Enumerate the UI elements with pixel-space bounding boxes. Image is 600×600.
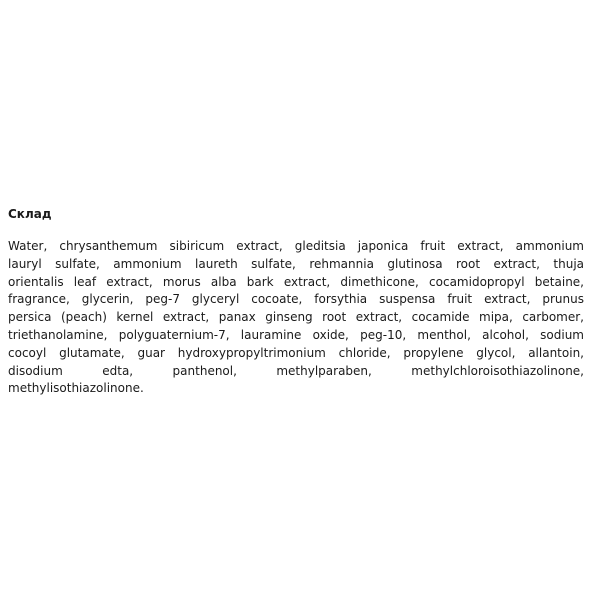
section-title: Склад bbox=[8, 207, 52, 221]
ingredients-line: triethanolamine, polyguaternium-7, lauramine oxide, peg-10, menthol, alcohol, sodium bbox=[8, 327, 584, 342]
ingredients-line: fragrance, glycerin, peg-7 glyceryl cocoate, forsythia suspensa fruit extract, prunus bbox=[8, 292, 584, 307]
ingredients-line: methylisothiazolinone. bbox=[8, 381, 144, 396]
ingredients-text bbox=[8, 238, 584, 398]
ingredients-line: disodium edta, panthenol, methylparaben, methylchloroisothiazolinone, bbox=[8, 363, 584, 378]
ingredients-line: Water, chrysanthemum sibiricum extract, gleditsia japonica fruit extract, ammonium bbox=[8, 239, 584, 253]
ingredients-line: lauryl sulfate, ammonium laureth sulfate, rehmannia glutinosa root extract, thuja bbox=[8, 256, 584, 271]
ingredients-line: persica (peach) kernel extract, panax ginseng root extract, cocamide mipa, carbomer, bbox=[8, 310, 584, 325]
ingredients-line: orientalis leaf extract, morus alba bark extract, dimethicone, cocamidopropyl betaine, bbox=[8, 274, 584, 289]
ingredients-line: cocoyl glutamate, guar hydroxypropyltrimonium chloride, propylene glycol, allantoin, bbox=[8, 345, 584, 360]
